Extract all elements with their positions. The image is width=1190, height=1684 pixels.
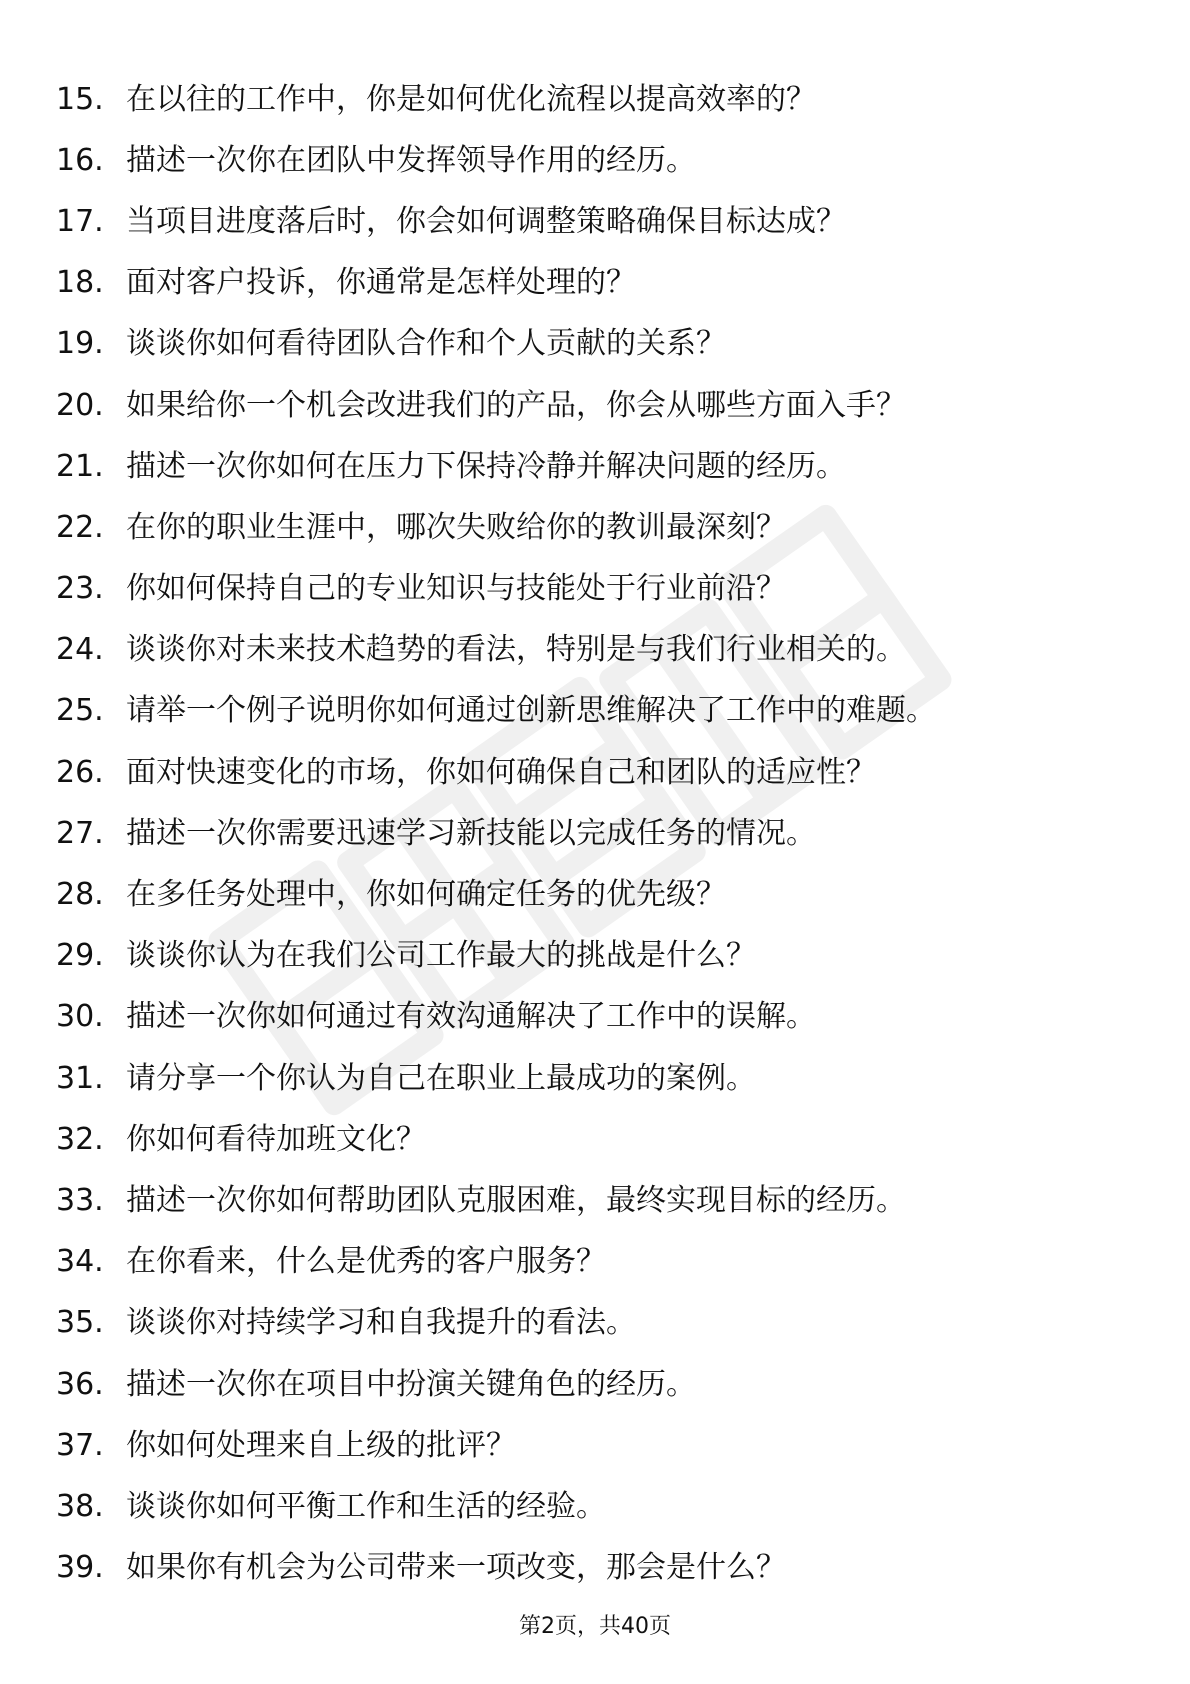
question-number: 18.: [56, 265, 104, 301]
list-item: [56, 1415, 1146, 1476]
question-number: 39.: [56, 1550, 104, 1586]
question-text: 你如何保持自己的专业知识与技能处于行业前沿？: [126, 571, 786, 607]
question-number: 21.: [56, 448, 104, 484]
question-number: 17.: [56, 203, 104, 239]
list-item: [56, 436, 1146, 497]
question-text: 谈谈你对持续学习和自我提升的看法。: [126, 1305, 636, 1341]
question-number: 22.: [56, 509, 104, 545]
question-number: 26.: [56, 754, 104, 790]
question-text: 描述一次你在项目中扮演关键角色的经历。: [126, 1366, 696, 1402]
question-number: 23.: [56, 571, 104, 607]
question-list: [56, 69, 1146, 1599]
list-item: [56, 191, 1146, 252]
question-text: 在你看来，什么是优秀的客户服务？: [126, 1244, 606, 1280]
list-item: [56, 1048, 1146, 1109]
list-item: [56, 253, 1146, 314]
list-item: [56, 130, 1146, 191]
question-number: 15.: [56, 81, 104, 117]
question-text: 如果给你一个机会改进我们的产品，你会从哪些方面入手？: [126, 387, 906, 423]
question-text: 面对快速变化的市场，你如何确保自己和团队的适应性？: [126, 754, 876, 790]
question-text: 描述一次你如何在压力下保持冷静并解决问题的经历。: [126, 448, 846, 484]
question-text: 描述一次你如何通过有效沟通解决了工作中的误解。: [126, 999, 816, 1035]
list-item: [56, 926, 1146, 987]
question-number: 38.: [56, 1488, 104, 1524]
list-item: [56, 1476, 1146, 1537]
question-number: 32.: [56, 1121, 104, 1157]
question-number: 24.: [56, 632, 104, 668]
list-item: [56, 1538, 1146, 1599]
list-item: [56, 803, 1146, 864]
question-number: 35.: [56, 1305, 104, 1341]
question-number: 19.: [56, 326, 104, 362]
question-number: 31.: [56, 1060, 104, 1096]
question-text: 谈谈你如何平衡工作和生活的经验。: [126, 1488, 606, 1524]
question-number: 29.: [56, 938, 104, 974]
question-number: 34.: [56, 1244, 104, 1280]
list-item: [56, 1354, 1146, 1415]
question-number: 27.: [56, 815, 104, 851]
list-item: [56, 1232, 1146, 1293]
question-text: 谈谈你对未来技术趋势的看法，特别是与我们行业相关的。: [126, 632, 906, 668]
question-text: 当项目进度落后时，你会如何调整策略确保目标达成？: [126, 203, 846, 239]
question-text: 描述一次你需要迅速学习新技能以完成任务的情况。: [126, 815, 816, 851]
question-number: 36.: [56, 1366, 104, 1402]
question-number: 28.: [56, 877, 104, 913]
question-text: 面对客户投诉，你通常是怎样处理的？: [126, 265, 636, 301]
list-item: [56, 681, 1146, 742]
list-item: [56, 559, 1146, 620]
question-text: 谈谈你认为在我们公司工作最大的挑战是什么？: [126, 938, 756, 974]
question-number: 37.: [56, 1427, 104, 1463]
question-text: 你如何看待加班文化？: [126, 1121, 426, 1157]
list-item: [56, 742, 1146, 803]
question-number: 20.: [56, 387, 104, 423]
list-item: [56, 1109, 1146, 1170]
list-item: [56, 1293, 1146, 1354]
question-text: 在多任务处理中，你如何确定任务的优先级？: [126, 877, 726, 913]
list-item: [56, 864, 1146, 925]
list-item: [56, 620, 1146, 681]
question-text: 在你的职业生涯中，哪次失败给你的教训最深刻？: [126, 509, 786, 545]
question-number: 16.: [56, 142, 104, 178]
list-item: [56, 69, 1146, 130]
list-item: [56, 497, 1146, 558]
question-text: 描述一次你如何帮助团队克服困难，最终实现目标的经历。: [126, 1182, 906, 1218]
question-text: 谈谈你如何看待团队合作和个人贡献的关系？: [126, 326, 726, 362]
list-item: [56, 314, 1146, 375]
page-number-footer: 第2页，共40页: [519, 1614, 671, 1639]
list-item: [56, 375, 1146, 436]
question-text: 在以往的工作中，你是如何优化流程以提高效率的？: [126, 81, 816, 117]
question-text: 你如何处理来自上级的批评？: [126, 1427, 516, 1463]
list-item: [56, 1170, 1146, 1231]
question-number: 30.: [56, 999, 104, 1035]
question-text: 描述一次你在团队中发挥领导作用的经历。: [126, 142, 696, 178]
question-text: 请举一个例子说明你如何通过创新思维解决了工作中的难题。: [126, 693, 936, 729]
question-text: 如果你有机会为公司带来一项改变，那会是什么？: [126, 1550, 786, 1586]
question-number: 33.: [56, 1182, 104, 1218]
list-item: [56, 987, 1146, 1048]
question-number: 25.: [56, 693, 104, 729]
question-text: 请分享一个你认为自己在职业上最成功的案例。: [126, 1060, 756, 1096]
